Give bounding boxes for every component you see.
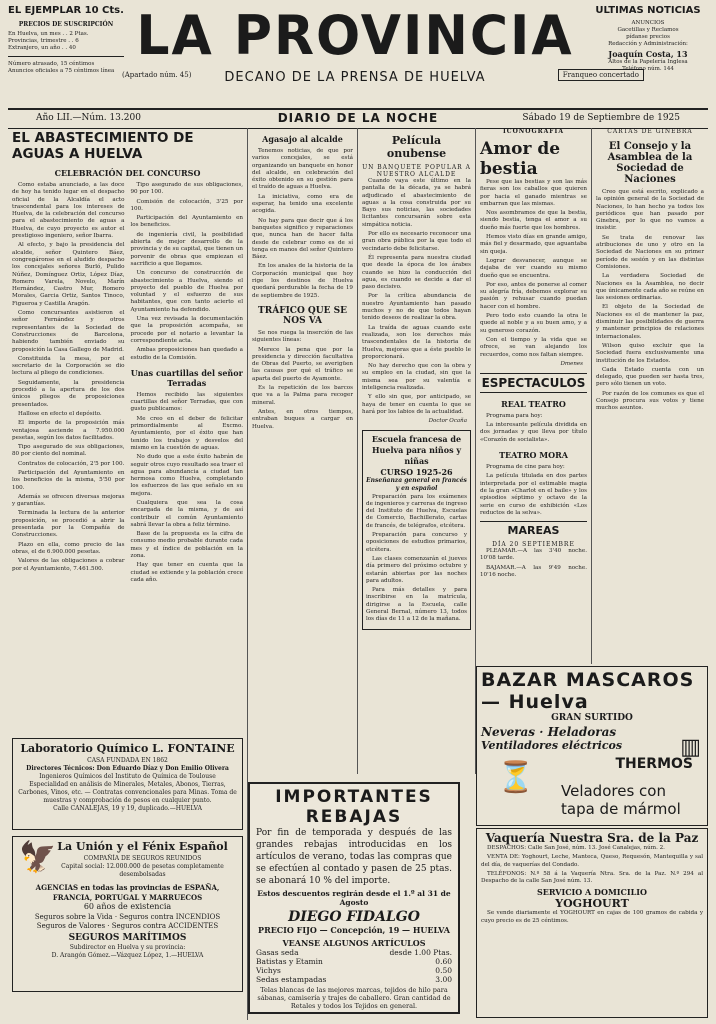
paragraph: Cuando vaya este último en la pantalla de la década, ya se habrá adjudicado el abastecimiento de aguas a la cosa construida por su Bayo sus noticias, las sociedades licitantes concursarán sobre esta simpática noticia. (362, 178, 471, 228)
ad-line: Capital social: 12.000.000 de pesetas completamente desembolsadas (61, 862, 224, 879)
paragraph: Con el tiempo y la vida que se ofrece, se van alejando los recuerdos, como nos faltan siempre. (480, 336, 587, 358)
school-course: CURSO 1925-26 (380, 466, 453, 477)
article-title: El Consejo y la Asamblea de la Sociedad de Naciones (607, 141, 693, 185)
ad-line: SERVICIO A DOMICILIO (537, 887, 647, 898)
stove-icon: ▥ (680, 735, 701, 760)
paragraph: Pero todo esto cuando la otra le quede al noble y a su buen amo, y a su generoso corazón. (480, 313, 587, 334)
ad-line: Seguros de Valores · Seguros contra ACCIDENTES (36, 922, 219, 931)
section-heading: TRÁFICO QUE SE NOS VA (258, 305, 347, 326)
tide-row: BAJAMAR.—A las 9'49 noche. 10'16 noche. (480, 564, 587, 578)
subscription-line: En Huelva, un mes . . 2 Ptas. (8, 30, 89, 37)
ad-line: CASA FUNDADA EN 1862 (87, 756, 168, 764)
table-row (256, 957, 452, 966)
column-2 (248, 128, 358, 774)
paragraph: Preparación para los exámenes de ingenieros y carreras de ingreso del Instituto de Huelva, Escuelas de Comercio, Bachillerato, cartas de francés, de telégrafos, etcétera. (366, 493, 467, 529)
rebajas-footer: Telas blancas de las mejores marcas, tejidos de hilo para sábanas, camisería y trajes de caballero. Gran cantidad de Retales y todos los Tejidos en general. (257, 986, 451, 1010)
article-author: Doctor Ocaña (428, 418, 467, 425)
paragraph: Hay que tener en cuenta que la ciudad se extiende y la población crece cada año. (130, 562, 243, 583)
main-headline: EL ABASTECIMIENTO DE AGUAS A HUELVA (12, 130, 194, 162)
item-price: 0.60 (435, 957, 452, 966)
main-subhead: CELEBRACIÓN DEL CONCURSO (54, 168, 201, 178)
paragraph: Tipo asegurado de sus obligaciones, 90 por 100. (130, 182, 243, 196)
ad-line: COMPAÑÍA DE SEGUROS REUNIDOS (83, 854, 202, 862)
bazar-line: Ventiladores eléctricos (481, 739, 623, 752)
paragraph: Contratos de colocación, 2'5 por 100. (18, 460, 125, 467)
items-table (256, 948, 452, 984)
note-line: Número atrasado, 15 céntimos (8, 61, 95, 68)
paragraph: Seguidamente, la presidencia procedió a la apertura de los dos únicos pliegos de proposiciones presentados. (12, 379, 125, 408)
notice-line: Altos de la Papelería Inglesa (608, 58, 688, 65)
bazar-ad (476, 666, 708, 826)
paragraph: Plazo en ella, como precio de las obras, el de 6.900.000 pesetas. (12, 541, 125, 555)
ad-line: Subdirector en Huelva y su provincia: (69, 943, 186, 951)
paragraph: Se trata de renovar las atribuciones de uno y otro en la Sociedad de Naciones en su primer período de sesión y en las distintas Comisiones. (596, 234, 704, 270)
issue-number: Año LII.—Núm. 13.200 (36, 113, 141, 123)
main-article-body (12, 182, 243, 732)
newspaper-subtitle: DECANO DE LA PRENSA DE HUELVA (224, 70, 486, 85)
ad-line: 60 años de existencia (83, 902, 172, 911)
subscription-heading: PRECIOS DE SUSCRIPCIÓN (18, 21, 114, 28)
item-name: Sedas estampadas (256, 975, 327, 984)
vaqueria-title: Vaquería Nuestra Sra. de la Paz (485, 831, 699, 845)
pedestal-table-icon: ⏳ (497, 760, 535, 795)
table-row (256, 966, 452, 975)
store-name: DIEGO FIDALGO (288, 909, 420, 925)
section-tag: ICONOGRAFIA (502, 128, 564, 135)
column-1 (8, 128, 248, 1020)
paragraph: Y ello sin que, por anticipado, se haya de tener en cuenta lo que se hará por los labios de la actualidad. (362, 394, 471, 415)
section-heading: Agasajo al alcalde (262, 134, 343, 144)
dateline (8, 110, 708, 129)
paragraph: Cada Estado cuenta con un delegado, que pueden ser hasta tres, pero sólo tienen un voto. (596, 366, 704, 388)
ad-line: YOGHOURT (555, 897, 629, 911)
paragraph: Antes, en otros tiempos, entraban buques a cargar en Huelva. (252, 408, 353, 430)
paragraph: La interesante película dividida en dos jornadas y que lleva por título «Corazón de socialista». (480, 422, 587, 443)
paragraph: No dudo que a este éxito habrán de seguir otros cuyo resultado sea traer el agua para abundancia a ciudad tan hermosa como Huelva, completando los esfuerzos de las que señalo en su mejora. (130, 454, 243, 497)
shows-heading: ESPECTACULOS (480, 373, 587, 393)
paragraph: No hay para que decir que á los banquetes significo y reparaciones que, nunca han de hacer falta desde de celebrar como es de sí tenga en manos del señor Quintero Báez. (252, 217, 353, 261)
item-price: 0.50 (435, 966, 452, 975)
theatre-name: REAL TEATRO (501, 398, 566, 409)
paragraph: Cualquiera que sea la cosa encargada de la misma, y de así contribuir el común Ayuntamiento sabrá llevar la obra a feliz término. (130, 499, 243, 528)
article-author: Dmenes (560, 360, 583, 367)
phone-line: Teléfono núm. 144 (622, 66, 674, 73)
paragraph: Él representa para nuestra ciudad que desde la época de los árabes cuando se hizo la conducción del agua, es cuando se decide a dar el paso decisivo. (362, 254, 471, 291)
paragraph: Constituida la mesa, por el secretario de la Corporación se dio lectura al pliego de condiciones. (12, 355, 125, 377)
column-3 (358, 128, 476, 774)
ad-line: Ingenieros Químicos del Instituto de Química de Toulouse (39, 773, 216, 781)
paragraph: Es la repetición de los barcos que va a la Palma para recoger mineral. (252, 385, 353, 406)
paragraph: Participación del Ayuntamiento en los beneficios. (130, 215, 243, 229)
school-title: Escuela francesa de Huelva para niños y niñas (371, 434, 462, 466)
paragraph: Para más detalles y para inscribirse en la matrícula, dirigirse a la Escuela, calle General Bernal, número 13, todos los días de 11 a 12 de la mañana. (366, 587, 467, 623)
paragraph: Como concursantes asistieron el señor Fernández y otros representantes de la Sociedad de Construcciones de Barcelona, habiendo también enviado su proposición la Casa Gallego de Madrid. (12, 310, 125, 353)
paragraph: El importe de la proposición más ventajosa asciende a 7.950.000 pesetas, según los datos facilitados. (12, 420, 125, 441)
paragraph: No hay derecho que con la obra y su empleo en la ciudad, sin que la misma sea por su valentía e inteligencia realizada. (362, 363, 471, 392)
paragraph: Participación del Ayuntamiento en los beneficios de la misma, 5'50 por 100. (12, 469, 125, 491)
insurance-title: La Unión y el Fénix Español (57, 840, 228, 853)
section-heading: Película onubense (386, 134, 447, 160)
section-heading: Unas cuartillas del señor Terradas (130, 367, 243, 388)
tide-row: PLEAMAR.—A las 3'40 noche. 10'08 tarde. (480, 548, 587, 562)
paragraph: Por la crítica abundancia de nuestro Ayuntamiento han pasado muchos y no de que todos hayan tenido deseos de realizar la obra. (362, 293, 471, 322)
paragraph: Programa de cine para hoy: (486, 464, 565, 471)
paragraph: Por eso, antes de ponerse al comer su alegría fría, debemos explorar su pasión y rehusar cuando puedan hacer con el hombre. (480, 281, 587, 310)
vaqueria-ad (476, 828, 708, 1018)
latest-news-banner: ULTIMAS NOTICIAS (595, 5, 701, 16)
paragraph: Terminada la lectura de la anterior proposición, se procedió a abrir la presentada por la Compañía de Construcciones. (12, 510, 125, 539)
theatre-name: TEATRO MORA (499, 450, 568, 461)
paragraph: En los anales de la historia de la Corporación municipal que hoy rige los destinos de Huelva quedará perdurable la fecha de 19 de septiembre de 1925. (252, 263, 353, 299)
diario-label: DIARIO DE LA NOCHE (277, 111, 439, 125)
bazar-line: THERMOS (615, 756, 693, 772)
ad-line: DESPACHOS: Calle San José, núm. 13. José Canalejas, núm. 2. (487, 845, 665, 851)
issue-date: Sábado 19 de Septiembre de 1925 (522, 113, 680, 123)
paragraph: La verdadera Sociedad de Naciones es la Asamblea, no decir que únicamente cada año se reúne en las sesiones ordinarias. (596, 273, 704, 302)
paragraph: Valores de las obligaciones a cobrar por el Ayuntamiento, 7.461.500. (12, 558, 125, 572)
paragraph: Hemos recibido las siguientes cuartillas del señor Terradas, que con gusto publicamos: (130, 391, 243, 413)
subscription-box (8, 4, 124, 76)
paragraph: Nos asombramos de que la bestia, siendo bestia, tenga el amor a su dueño más fuerte que los hombres. (480, 210, 587, 231)
ad-line: SEGUROS MARÍTIMOS (68, 932, 187, 943)
paragraph: Preparación para concurso y oposiciones de estudios primarios, etcétera. (366, 532, 467, 553)
paragraph: Comisión de colocación, 3'25 por 100. (130, 198, 243, 212)
paragraph: Tipo asegurado de sus obligaciones, 80 por ciento del nominal. (12, 444, 125, 458)
notices-box (588, 4, 708, 73)
notice-line: pídanse precios (626, 34, 670, 41)
column-4 (476, 128, 592, 664)
tides-date: DÍA 20 SEPTIEMBRE (492, 541, 575, 549)
article-title: Amor de bestia (480, 139, 561, 179)
ad-line: Especialidad en análisis de Minerales, Metales, Abonos, Tierras, Carbones, Vinos, etc. — Contratas convencionales para Minas. Toma de muestras y comprobación de pesos en cualquier punto. (18, 781, 237, 805)
paragraph: Las clases comenzarán el jueves día primero del próximo octubre y estarán abiertas por las noches para adultos. (366, 555, 467, 584)
ad-line: Directores Técnicos: Don Eduardo Díaz y Don Emilio Olivera (26, 764, 229, 772)
paragraph: Por ello es necesario reconocer una gran obra pública por la que todo el vecindario debe felicitarse. (362, 231, 471, 252)
item-price: desde 1.00 Ptas. (389, 948, 452, 957)
notice-line: Gacetillas y Reclamos (617, 27, 679, 34)
paragraph: Ambas proposiciones han quedado a estudio de la Comisión. (130, 347, 243, 361)
paragraph: La traída de aguas cuando este realizada, son los derechos más trascendentales de la historia de Huelva, mejoras que a éste pueblo le proporcionará. (362, 324, 471, 360)
paragraph: Merece la pena que por la presidencia y dirección facultativa de Obras del Puerto, se averigüen las causas por qué el tráfico se aparta del puerto de Ayamonte. (252, 346, 353, 382)
notice-line: ANUNCIOS (631, 20, 665, 26)
paragraph: de ingeniería civil, la posibilidad abierta de mejor desarrollo de la provincia y de su capital, que tienen un porvenir de obras que empiezan el sacrificio a que llegamos. (130, 231, 243, 267)
price-banner: EL EJEMPLAR 10 Cts. (8, 5, 124, 16)
paragraph: Me creo en el deber de felicitar primordialmente al Excmo. Ayuntamiento, por el éxito que han tenido los trabajos y desvelos del mismo en la cuestión de aguas. (130, 415, 243, 451)
paragraph: Como estaba anunciado, a las doce de hoy ha tenido lugar en el despacho oficial de la Alcaldía el acto trascendental para los intereses de Huelva, de la celebración del concurso para el abastecimiento de aguas a Huelva, de cuyo proyecto es autor el prestigioso ingeniero, señor Ibarra. (12, 182, 125, 240)
bazar-title: BAZAR MASCAROS — Huelva (481, 669, 695, 713)
ad-line: D. Arangón Gómez.—Vázquez López, 1.—HUELVA (51, 951, 204, 959)
subscription-line: Extranjero, un año . . 40 (8, 45, 76, 52)
paragraph: Al efecto, y bajo la presidencia del alcalde, señor Quintero Báez, congregáronse en el aludido despacho los concejales señores Burló, Pulido Núñez, Domínguez Ortiz, López Díaz, Romero Varela, Novelo, Marín Hernández, Castro Mur, Romero Morales, Garcia Ortiz, Santos Tinoco, Figueroa y Castilla Aragón. (12, 242, 125, 307)
rebajas-title: IMPORTANTES REBAJAS (275, 787, 433, 827)
column-5 (592, 128, 708, 664)
paragraph: Wilson quiso excluir que la Sociedad fuera exclusivamente una institución de los Estados. (596, 342, 704, 364)
ad-line: Seguros sobre la Vida · Seguros contra INCENDIOS (34, 912, 221, 921)
paragraph: Además se ofrecen diversas mejoras y garantías. (12, 493, 125, 508)
paragraph: Tenemos noticias, de que por varios concejales, se está organizando un banquete en honor del alcalde, en celebración del éxito obtenido en su gestión para el traído de aguas a Huelva. (252, 148, 353, 191)
paragraph: Pese que las bestias y son las más fieras son los caballos que quieren por hacia el ganado mientras se embarran que las mismas. (480, 179, 587, 207)
paragraph: Base de la propuesta es la cifra de consumo medio probable durante cada mes y el índice de población en la zona. (130, 531, 243, 560)
tides-heading: MAREAS (480, 521, 587, 537)
bazar-line: Neveras · Heladoras (481, 725, 617, 739)
store-address: PRECIO FIJO — Concepción, 19 — HUELVA (258, 925, 450, 935)
item-price: 3.00 (435, 975, 452, 984)
ad-line: Se vende diariamente el YOGHOURT en cajas de 100 gramos de cabida y cuyo precio es de 25 céntimos. (481, 910, 703, 924)
section-tag: CARTAS DE GINEBRA (607, 128, 693, 135)
ad-line: Calle CANALEJAS, 19 y 19, duplicado.—HUELVA (53, 805, 202, 813)
notice-line: Redacción y Administración: (608, 41, 688, 48)
apartado-note: (Apartado núm. 45) (122, 71, 192, 79)
items-heading: VEANSE ALGUNOS ARTÍCULOS (282, 938, 426, 948)
article-tag: UN BANQUETE POPULAR A NUESTRO ALCALDE (362, 164, 471, 178)
school-ad (362, 430, 471, 629)
subscription-line: Provincias, trimestre . . 6 (8, 37, 79, 44)
paragraph: Una vez revisada la documentación que la proposición acompaña, se procede por el notario a levantar la correspondiente acta. (130, 316, 243, 344)
bazar-line: Veladores con tapa de mármol (561, 782, 681, 818)
newspaper-title: LA PROVINCIA (136, 4, 574, 68)
paragraph: Por razón de los comunes es que el Consejo procura sus votos y tiene muchos asuntos. (596, 390, 704, 412)
masthead-center (122, 4, 639, 85)
item-name: Gasas seda (256, 948, 299, 957)
paragraph: Hallose en efecto el depósito. (18, 410, 102, 417)
address-line: Joaquín Costa, 13 (608, 48, 688, 59)
school-subtitle: Enseñanza general en francés y en español (366, 477, 467, 493)
paragraph: Programa para hoy: (486, 412, 543, 419)
table-row (256, 948, 452, 957)
paragraph: Un concurso de construcción de abastecimiento a Huelva, siendo el proyecto del pueblo de Huelva por voluntad y el esfuerzo de sus habitantes, que con tanto acierto el Ayuntamiento ha defendido. (130, 270, 243, 313)
laboratory-ad (12, 738, 243, 830)
item-name: Vichys (256, 966, 281, 975)
paragraph: Creo que está escrito, explicado a la opinión general de la Sociedad de Naciones, lo han hecho ya todos los periódicos que han pasado por Ginebra, por lo que no vamos a insistir. (596, 189, 704, 232)
table-row (256, 975, 452, 984)
insurance-ad (12, 836, 243, 992)
franqueo-stamp: Franqueo concertado (558, 69, 644, 81)
rebajas-dates: Estos descuentos regirán desde el 1.º al 31 de Agosto (257, 889, 451, 907)
bazar-subtitle: GRAN SURTIDO (551, 713, 633, 723)
paragraph: Lograr desvanecer, aunque se dejaba de ver cuando su mismo dueño que se encuentra. (480, 257, 587, 279)
ad-line: AGENCIAS en todas las provincias de ESPAÑA, FRANCIA, PORTUGAL Y MARRUECOS (35, 883, 220, 902)
rebajas-ad (248, 782, 460, 1014)
paragraph: Hemos visto días en grande amigo, más fiel y desarmado, que aguantaba sin queja. (480, 234, 587, 255)
item-name: Batistas y Etamin (256, 957, 323, 966)
rebajas-body: Por fin de temporada y después de las grandes rebajas introducidas en los artículos de verano, todas las compras que se efectúen al contado y pasen de 25 ptas. se abonará 10 % del importe. (256, 828, 452, 886)
ad-line: VENTA DE: Yoghourt, Leche, Manteca, Queso, Requesón, Mantequilla y sal del día, de vaquerías del Condado. (481, 854, 703, 868)
paragraph: La película titulada en dos partes interpretada por el estimable magia de la gran «Charlot en el baile» y los episodios séptimo y octavo de la serie en curso de exhibición «Los reductos de la selva». (480, 473, 587, 516)
masthead (8, 4, 708, 110)
paragraph: El objeto de la Sociedad de Naciones es el de mantener la paz, disminuir las posibilidades de guerra y mantener principios de relaciones internacionales. (596, 304, 704, 340)
phoenix-emblem-icon: 🦅 (19, 840, 57, 875)
paragraph: La iniciativa, como era de esperar, ha tenido una excelente acogida. (252, 193, 353, 215)
note-line: Anuncios oficiales a 75 céntimos línea (8, 68, 115, 75)
ad-line: TELÉFONOS: N.º 58 á la Vaquería Ntra. Sra. de la Paz. N.º 294 al Despacho de la calle San José núm. 13. (481, 870, 703, 885)
paragraph: Se nos ruega la inserción de las siguientes líneas: (252, 329, 353, 344)
laboratory-title: Laboratorio Químico L. FONTAINE (20, 742, 235, 755)
